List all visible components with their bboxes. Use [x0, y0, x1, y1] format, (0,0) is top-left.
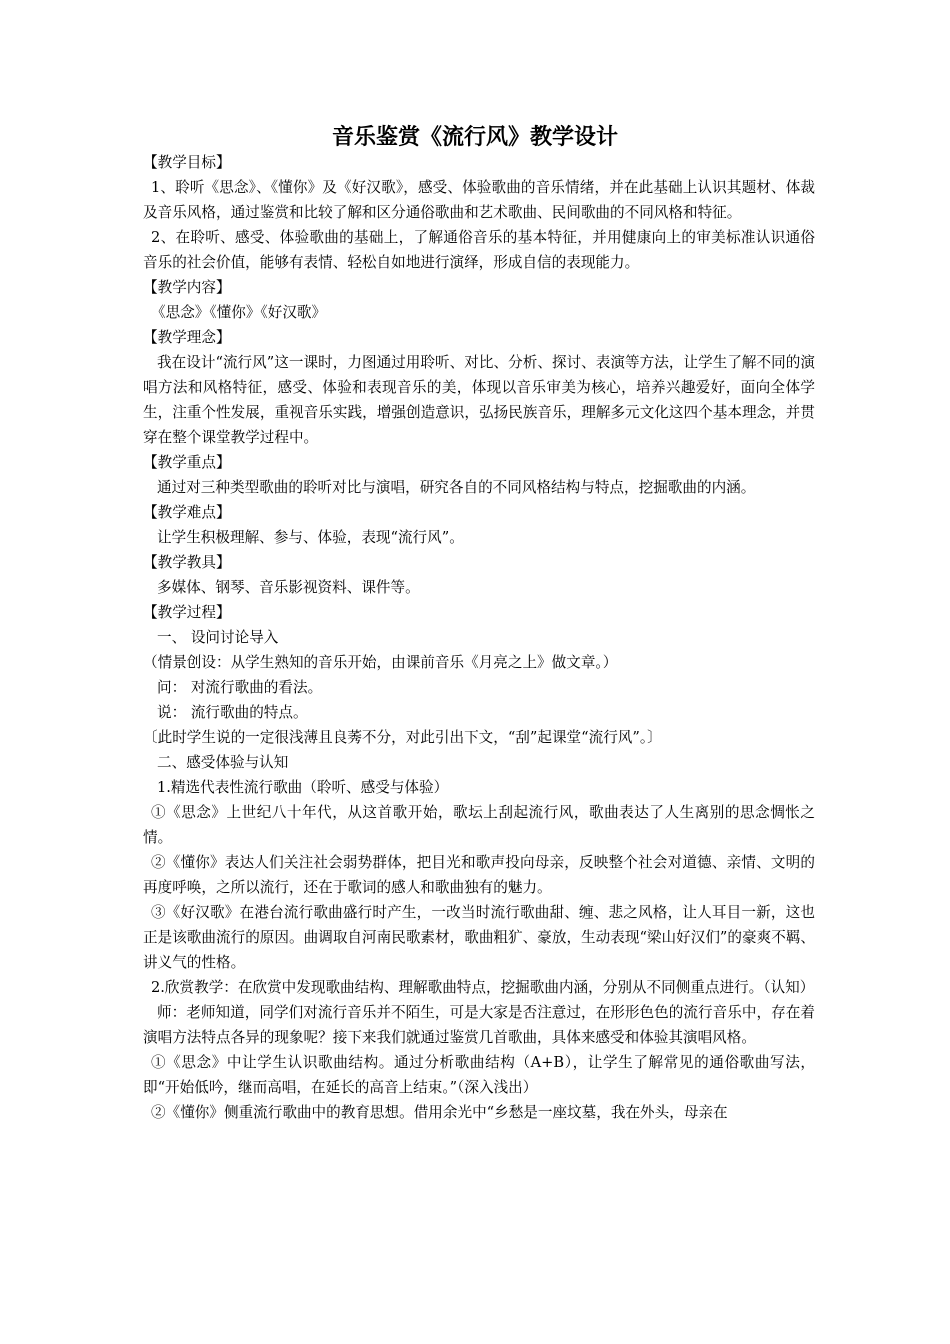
- content-songs: 《思念》《懂你》《好汉歌》: [151, 304, 327, 321]
- philosophy-text: 我在设计“流行风”这一课时，力图通过用聆听、对比、分析、探讨、表演等方法，让学生了解不同的演唱方法和风格特征，感受、体验和表现音乐的美，体现以音乐审美为核心，培养兴趣爱好，面向全体学生，注重个性发展，重视音乐实践，增强创造意识，弘扬民族音乐，理解多元文化这四个基本理念，并贯穿在整个课堂教学过程中。: [143, 354, 815, 446]
- song-dongni: ②《懂你》表达人们关注社会弱势群体，把目光和歌声投向母亲，反映整个社会对道德、亲情、文明的再度呼唤，之所以流行，还在于歌词的感人和歌曲独有的魅力。: [143, 854, 815, 896]
- song-haohange: ③《好汉歌》在港台流行歌曲盛行时产生，一改当时流行歌曲甜、缠、悲之风格，让人耳目一新，这也正是该歌曲流行的原因。曲调取自河南民歌素材，歌曲粗犷、豪放，生动表现“梁山好汉们”的豪爽不羁、讲义气的性格。: [143, 904, 815, 971]
- heading-key-points: 【教学重点】: [143, 454, 231, 471]
- heading-tools: 【教学教具】: [143, 554, 231, 571]
- heading-philosophy: 【教学理念】: [143, 329, 231, 346]
- objective-1: 1、聆听《思念》、《懂你》及《好汉歌》，感受、体验歌曲的音乐情绪，并在此基础上认识其题材、体裁及音乐风格，通过鉴赏和比较了解和区分通俗歌曲和艺术歌曲、民间歌曲的不同风格和特征。: [143, 179, 815, 221]
- process-scenario: （情景创设：从学生熟知的音乐开始，由课前音乐《月亮之上》做文章。）: [143, 654, 618, 671]
- process-note: 〔此时学生说的一定很浅薄且良莠不分，对此引出下文，“刮”起课堂“流行风”。〕: [143, 729, 662, 746]
- process-step-2-1: 1.精选代表性流行歌曲（聆听、感受与体验）: [157, 779, 449, 796]
- song-sinian: ①《思念》上世纪八十年代，从这首歌开始，歌坛上刮起流行风，歌曲表达了人生离别的思念惆怅之情。: [143, 804, 815, 846]
- document-body: [143, 150, 815, 1125]
- process-question: 问： 对流行歌曲的看法。: [157, 679, 323, 696]
- heading-difficulties: 【教学难点】: [143, 504, 231, 521]
- teacher-speech: 师：老师知道，同学们对流行音乐并不陌生，可是大家是否注意过，在形形色色的流行音乐中，存在着演唱方法特点各异的现象呢？接下来我们就通过鉴赏几首歌曲，具体来感受和体验其演唱风格。: [143, 1004, 815, 1046]
- objective-2: 2、在聆听、感受、体验歌曲的基础上，了解通俗音乐的基本特征，并用健康向上的审美标准认识通俗音乐的社会价值，能够有表情、轻松自如地进行演绎，形成自信的表现能力。: [143, 229, 815, 271]
- heading-process: 【教学过程】: [143, 604, 231, 621]
- document-title: 音乐鉴赏《流行风》教学设计: [331, 124, 618, 150]
- difficulties-text: 让学生积极理解、参与、体验，表现“流行风”。: [157, 529, 464, 546]
- process-step-2-2: 2.欣赏教学：在欣赏中发现歌曲结构、理解歌曲特点，挖掘歌曲内涵，分别从不同侧重点进行。（认知）: [151, 979, 815, 996]
- analysis-dongni: ②《懂你》侧重流行歌曲中的教育思想。借用余光中“乡愁是一座坟墓，我在外头，母亲在: [151, 1104, 728, 1121]
- heading-objectives: 【教学目标】: [143, 154, 231, 171]
- heading-content: 【教学内容】: [143, 279, 231, 296]
- analysis-sinian: ①《思念》中让学生认识歌曲结构。通过分析歌曲结构（A+B），让学生了解常见的通俗歌曲写法，即“开始低吟，继而高唱，在延长的高音上结束。”（深入浅出）: [143, 1054, 815, 1096]
- process-step-1: 一、 设问讨论导入: [157, 629, 279, 646]
- process-answer: 说： 流行歌曲的特点。: [157, 704, 308, 721]
- tools-text: 多媒体、钢琴、音乐影视资料、课件等。: [157, 579, 420, 596]
- process-step-2: 二、感受体验与认知: [157, 754, 289, 771]
- key-points-text: 通过对三种类型歌曲的聆听对比与演唱，研究各自的不同风格结构与特点，挖掘歌曲的内涵。: [157, 479, 756, 496]
